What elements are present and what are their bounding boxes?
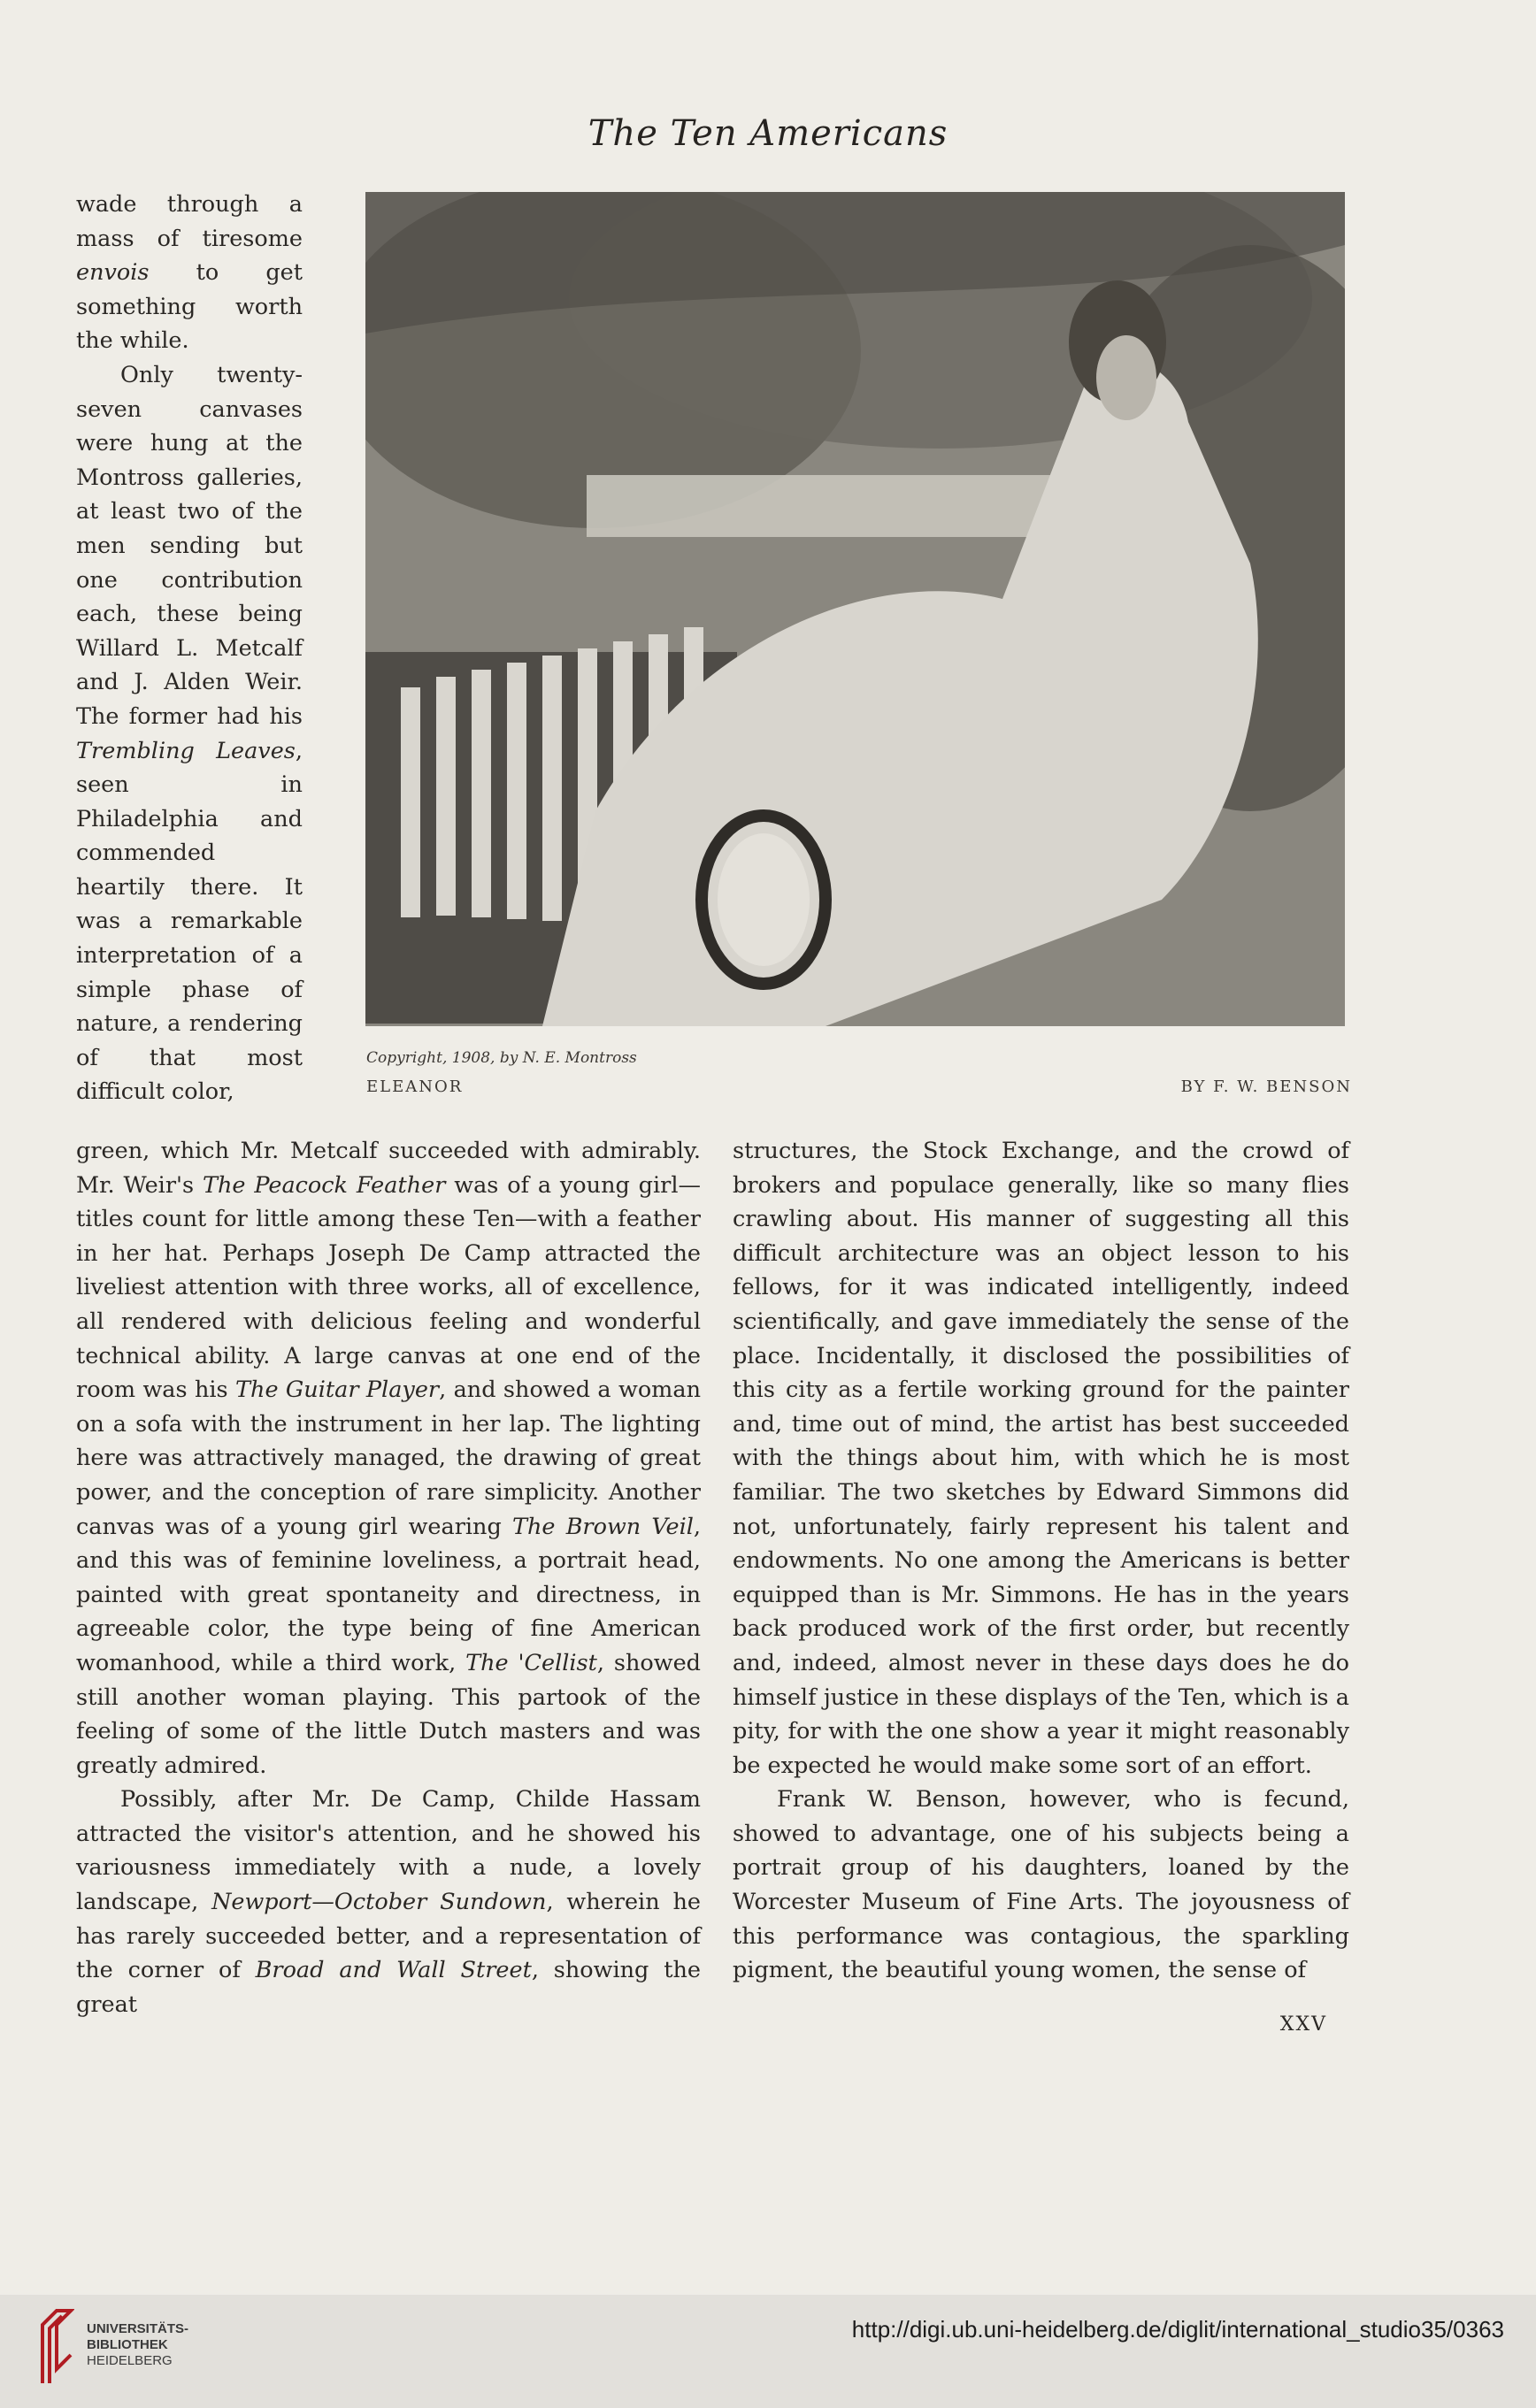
painting-image	[365, 192, 1345, 1026]
narrow-text-column	[76, 188, 303, 1109]
paragraph: wade through a mass of tiresome envois to get something worth the while.	[76, 191, 303, 355]
page-number: XXV	[1279, 2013, 1327, 2036]
paragraph: Only twenty-seven canvases were hung at the Montross galleries, at least two of the men sending but one contribution each, these being Willard L. Metcalf and J. Alden Weir. The former had his Trembling Leaves, seen in Philadelphia and commended heartily there. It was a remarkable interpretation of a simple phase of nature, a rendering of that most difficult color,	[76, 361, 303, 1106]
page-title: The Ten Americans	[588, 113, 948, 154]
figure-title: ELEANOR	[366, 1077, 464, 1096]
paragraph: structures, the Stock Exchange, and the crowd of brokers and populace generally, like so many flies crawling about. His manner of suggesting all this difficult architecture was an object lesson to his fellows, for it was indicated intelligently, indeed scientifically, and gave immediately the sense of the place. Incidentally, it disclosed the possibilities of this city as a fertile working ground for the painter and, time out of mind, the artist has best succeeded with the things about him, with which he is most familiar. The two sketches by Edward Simmons did not, unfortunately, fairly represent his talent and endowments. No one among the Americans is better equipped than is Mr. Simmons. He has in the years back produced work of the first order, but recently and, indeed, almost never in these days does he do himself justice in these displays of the Ten, which is a pity, for with the one show a year it might reasonably be expected he would make some sort of an effort.	[733, 1138, 1349, 1779]
library-name: UNIVERSITÄTS- BIBLIOTHEK HEIDELBERG	[87, 2321, 189, 2368]
paragraph: Possibly, after Mr. De Camp, Childe Hassam attracted the visitor's attention, and he showed his variousness immediately with a nude, a lovely landscape, Newport—October Sundown, wherein he has rarely succeeded better, and a representation of the corner of Broad and Wall Street, showing the great	[76, 1786, 701, 2018]
right-text-column	[733, 1134, 1349, 1988]
left-text-column	[76, 1134, 701, 2021]
footer-bar	[0, 2295, 1536, 2408]
library-logo-icon	[39, 2307, 74, 2389]
source-url-link[interactable]: http://digi.ub.uni-heidelberg.de/diglit/international_studio35/0363	[851, 2316, 1504, 2343]
paragraph: Frank W. Benson, however, who is fecund, showed to advantage, one of his subjects being a portrait group of his daughters, loaned by the Worcester Museum of Fine Arts. The joyousness of this performance was contagious, the sparkling pigment, the beautiful young women, the sense of	[733, 1786, 1349, 1984]
figure-copyright: Copyright, 1908, by N. E. Montross	[366, 1049, 637, 1067]
figure-artist: BY F. W. BENSON	[1180, 1077, 1352, 1096]
painting-illustration	[365, 192, 1345, 1026]
paragraph: green, which Mr. Metcalf succeeded with admirably. Mr. Weir's The Peacock Feather was of a young girl—titles count for little among these Ten—with a feather in her hat. Perhaps Joseph De Camp attracted the liveliest attention with three works, all of excellence, all rendered with delicious feeling and wonderful technical ability. A large canvas at one end of the room was his The Guitar Player, and showed a woman on a sofa with the instrument in her lap. The lighting here was attractively managed, the drawing of great power, and the conception of rare simplicity. Another canvas was of a young girl wearing The Brown Veil, and this was of feminine loveliness, a portrait head, painted with great spontaneity and directness, in agreeable color, the type being of fine American womanhood, while a third work, The 'Cellist, showed still another woman playing. This partook of the feeling of some of the little Dutch masters and was greatly admired.	[76, 1138, 702, 1779]
